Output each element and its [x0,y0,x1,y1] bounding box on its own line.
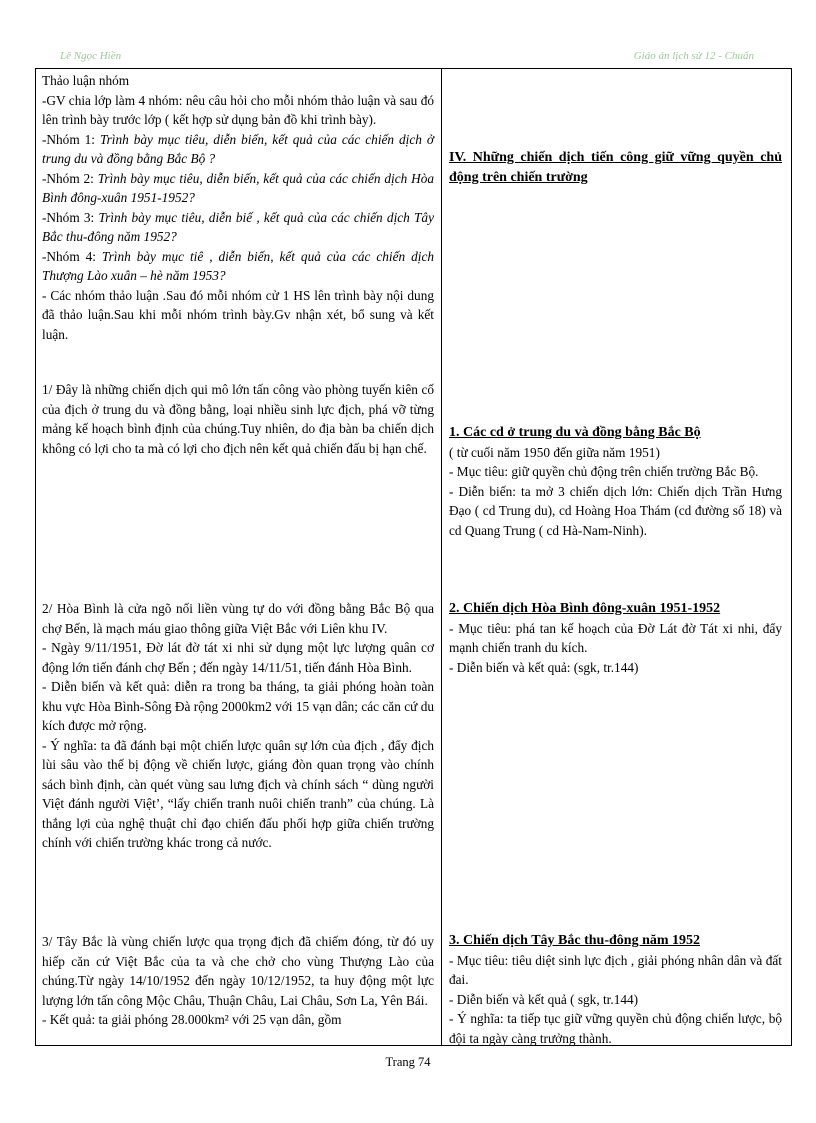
header-author: Lê Ngọc Hiền [60,50,122,62]
section-1-title: 1. Các cd ở trung du và đồng bằng Bắc Bộ [449,425,701,440]
section-3-title: 3. Chiến dịch Tây Bắc thu-đông năm 1952 [449,933,701,948]
header-title: Giáo án lịch sử 12 - Chuẩn [633,50,754,62]
discussion-title: Thảo luận nhóm [42,73,130,88]
group-1: -Nhóm 1: Trình bày mục tiêu, diễn biến, kết quả của các chiến dịch ở trung du và đồng bằng Bắc Bộ ? [42,131,434,166]
page-number: Trang 74 [385,1055,431,1069]
lesson-table [35,68,792,1046]
discussion-conclusion: - Các nhóm thảo luận .Sau đó mỗi nhóm cử 1 HS lên trình bày nội dung đã thảo luận.Sau khi mỗi nhóm trình bày.Gv nhận xét, bổ sung và kết luận. [42,287,434,342]
section-4-title: IV. Những chiến dịch tiến công giữ vững quyền chủ động trên chiến trường [449,150,782,185]
group-4: -Nhóm 4: Trình bày mục tiê , diễn biến, kết quả của các chiến dịch Thượng Lào xuân – hè năm 1953? [42,248,434,283]
section-4-heading [449,148,782,187]
group-2: -Nhóm 2: Trình bày mục tiêu, diễn biến, kết quả của các chiến dịch Hòa Bình đông-xuân 1951-1952? [42,170,435,205]
answer-2: 2/ Hòa Bình là cửa ngõ nối liền vùng tự do với đồng bằng Bắc Bộ qua chợ Bến, là mạch máu giao thông giữa Việt Bắc với Liên khu IV. - Ngày 9/11/1951, Đờ lát đờ tát xi nhi sử dụng một lực lượng quân cơ động lớn tiến đánh chợ Bến ; đến ngày 14/11/51, tiến đánh Hòa Bình. - Diễn biến và kết quả: diễn ra trong ba tháng, ta giải phóng hoàn toàn khu vực Hòa Bình-Sông Đà rộng 2000km2 với 15 vạn dân; các căn cứ du kích được mở rộng. - Ý nghĩa: ta đã đánh bại một chiến lược quân sự lớn của địch , đẩy địch lùi sâu vào thế bị động về chiến lược, giáng đòn quan trọng vào chính sách bình định, càn quét vùng sau lưng địch và chính sách “ dùng người Việt đánh người Việt’, “lấy chiến tranh nuôi chiến tranh” của chúng. Là thắng lợi của nghệ thuật chỉ đạo chiến đấu phối hợp giữa chiến trường chính với chiến trường khác trong cả nước. [42,601,434,850]
section-2-title: 2. Chiến dịch Hòa Bình đông-xuân 1951-1952 [449,601,721,616]
gv-instruction: -GV chia lớp làm 4 nhóm: nêu câu hỏi cho mỗi nhóm thảo luận và sau đó lên trình bày trước lớp ( kết hợp sử dụng bản đồ khi trình bày). [42,92,434,127]
right-section-2: 2. Chiến dịch Hòa Bình đông-xuân 1951-1952 - Mục tiêu: phá tan kế hoạch của Đờ Lát đờ Tát xi nhi, đẩy mạnh chiến tranh du kích. - Diễn biến và kết quả: (sgk, tr.144) [449,601,782,675]
right-section-3: 3. Chiến dịch Tây Bắc thu-đông năm 1952 - Mục tiêu: tiêu diệt sinh lực địch , giải phóng nhân dân và đất đai. - Diễn biến và kết quả ( sgk, tr.144) - Ý nghĩa: ta tiếp tục giữ vững quyền chủ động chiến lược, bộ đội ta ngày càng trưởng thành. [449,933,782,1046]
answer-3: 3/ Tây Bắc là vùng chiến lược qua trọng địch đã chiếm đóng, từ đó uy hiếp căn cứ Việt Bắc của ta và che chở cho vùng Thượng Lào của chúng.Từ ngày 14/10/1952 đến ngày 10/12/1952, ta huy động một lực lượng lớn tấn công Mộc Châu, Thuận Châu, Lai Châu, Sơn La, Yên Bái. - Kết quả: ta giải phóng 28.000km² với 25 vạn dân, gồm [42,934,434,1027]
discussion-block [42,71,434,344]
group-3: -Nhóm 3: Trình bày mục tiêu, diễn biế , kết quả của các chiến dịch Tây Bắc thu-đông năm 1952? [42,209,434,244]
right-section-1: 1. Các cd ở trung du và đồng bằng Bắc Bộ ( từ cuối năm 1950 đến giữa năm 1951) - Mục tiêu: giữ quyền chủ động trên chiến trường Bắc Bộ. - Diễn biến: ta mở 3 chiến dịch lớn: Chiến dịch Trần Hưng Đạo ( cd Trung du), cd Hoàng Hoa Thám (cd đường số 18) và cd Quang Trung ( cd Hà-Nam-Ninh). [449,425,782,538]
answer-1: 1/ Đây là những chiến dịch qui mô lớn tấn công vào phòng tuyến kiên cố của địch ở trung du và đồng bằng, loại nhiều sinh lực địch, phá vỡ từng mảng kế hoạch bình định của chúng.Tuy nhiên, do địa bàn ba chiến dịch không có lợi cho ta mà có lợi cho địch nên kết quả chiến đấu bị hạn chế. [42,382,434,456]
column-divider [441,69,442,1045]
